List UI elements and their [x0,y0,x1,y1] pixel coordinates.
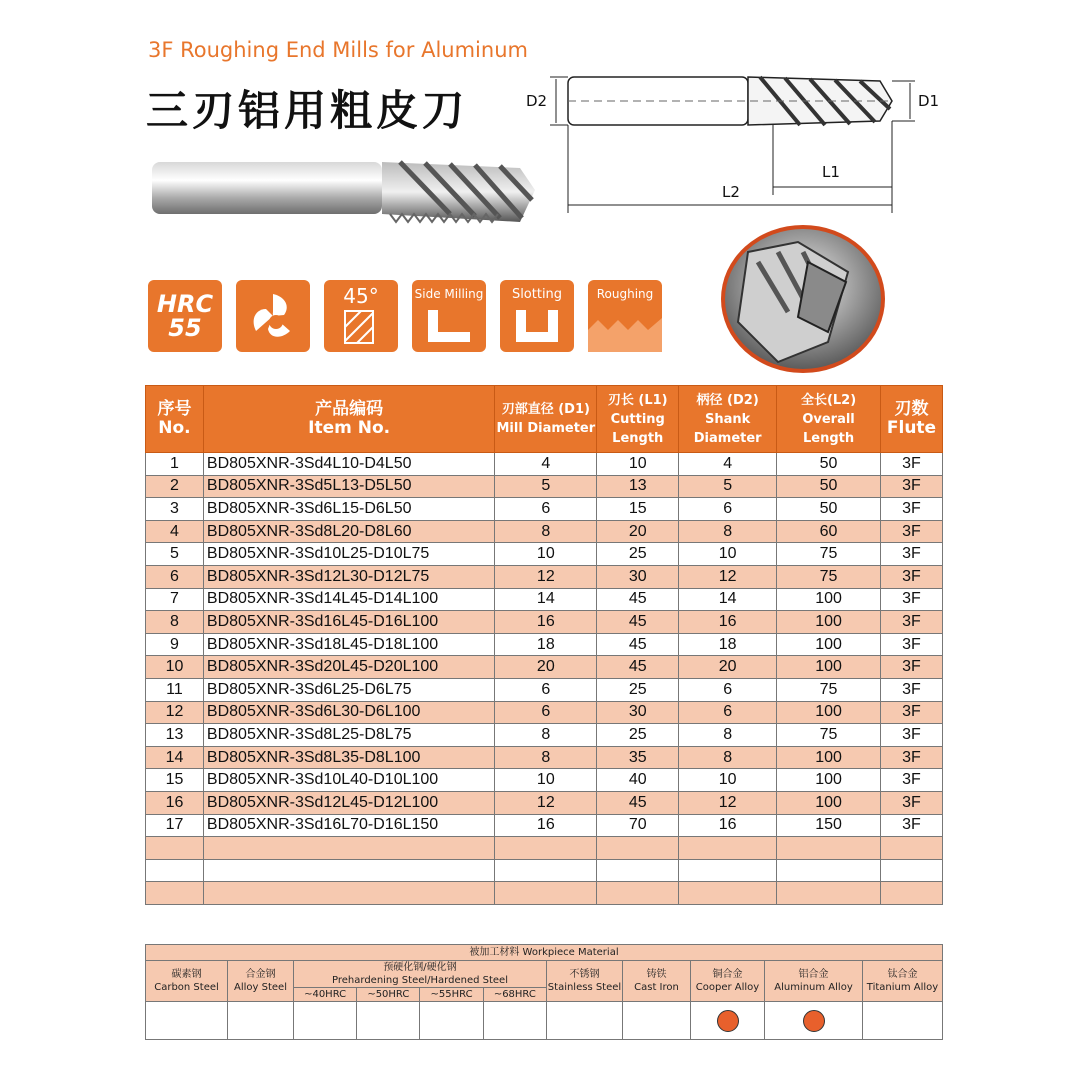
cell-l1: 10 [597,453,679,476]
cell-l1: 45 [597,656,679,679]
cell-d1: 10 [495,769,597,792]
cell-l1: 13 [597,475,679,498]
wp-cell-copper [691,1002,765,1040]
wp-carbon: 碳素钢 Carbon Steel [146,961,228,1002]
cell-d1: 16 [495,611,597,634]
cell-no: 14 [146,746,204,769]
cell-l1 [597,837,679,860]
cell-l2: 60 [777,520,881,543]
cell-item [203,837,494,860]
wp-cell-alloy [228,1002,294,1040]
cell-l1: 25 [597,678,679,701]
cell-flute [880,882,942,905]
wp-hrc55: ~55HRC [420,988,483,1002]
workpiece-material-table [145,944,943,1040]
cell-l2: 100 [777,611,881,634]
cell-flute: 3F [880,746,942,769]
helix-angle-badge [324,280,398,352]
table-row [146,882,943,905]
cell-flute: 3F [880,588,942,611]
cell-flute: 3F [880,656,942,679]
cell-l1: 15 [597,498,679,521]
cell-d2: 10 [679,769,777,792]
roughing-label: Roughing [596,287,654,301]
cell-item: BD805XNR-3Sd6L15-D6L50 [203,498,494,521]
hardness-badge [148,280,222,352]
cell-no: 13 [146,724,204,747]
cell-d1: 6 [495,701,597,724]
cell-item [203,859,494,882]
cell-l2: 150 [777,814,881,837]
cell-d1: 16 [495,814,597,837]
label-d2: D2 [526,92,548,110]
cell-no: 7 [146,588,204,611]
table-row [146,678,943,701]
cell-l2: 50 [777,475,881,498]
cell-d1: 20 [495,656,597,679]
cell-d2: 6 [679,678,777,701]
cell-l2: 50 [777,453,881,476]
cell-item [203,882,494,905]
wp-hrc68: ~68HRC [483,988,546,1002]
title-chinese: 三刃铝用粗皮刀 [146,86,469,135]
cell-no: 5 [146,543,204,566]
wp-aluminum: 铝合金 Aluminum Alloy [765,961,863,1002]
cell-no: 17 [146,814,204,837]
table-row [146,724,943,747]
wp-cell-cast [623,1002,691,1040]
wp-cell-hrc40 [294,1002,357,1040]
workpiece-title: 被加工材料 Workpiece Material [146,945,943,961]
wp-alloy: 合金钢 Alloy Steel [228,961,294,1002]
wp-cell-hrc68 [483,1002,546,1040]
cell-l1: 30 [597,701,679,724]
cell-flute: 3F [880,611,942,634]
cell-flute: 3F [880,543,942,566]
col-flute: 刃数 Flute [880,386,942,453]
cell-l2 [777,859,881,882]
cell-d2: 10 [679,543,777,566]
col-d1: 刃部直径 (D1) Mill Diameter [495,386,597,453]
cell-item: BD805XNR-3Sd20L45-D20L100 [203,656,494,679]
side-milling-badge [412,280,486,352]
cell-d2 [679,859,777,882]
cell-d1: 8 [495,520,597,543]
wp-cell-carbon [146,1002,228,1040]
cell-no: 11 [146,678,204,701]
cell-l1: 25 [597,543,679,566]
cell-flute: 3F [880,701,942,724]
cell-d1 [495,882,597,905]
cell-item: BD805XNR-3Sd16L45-D16L100 [203,611,494,634]
title-english: 3F Roughing End Mills for Aluminum [148,38,528,62]
cell-l1 [597,882,679,905]
cell-d2: 16 [679,611,777,634]
cell-flute [880,837,942,860]
helix-angle: 45° [343,284,379,308]
cell-d2: 6 [679,498,777,521]
cell-l2: 100 [777,588,881,611]
cell-l2: 100 [777,701,881,724]
wp-hrc50: ~50HRC [357,988,420,1002]
cell-no: 6 [146,565,204,588]
table-row [146,611,943,634]
table-row [146,837,943,860]
cell-l2: 100 [777,633,881,656]
cell-d1: 8 [495,724,597,747]
col-l1: 刃长 (L1) Cutting Length [597,386,679,453]
end-mill-photo [150,150,540,240]
cell-d1 [495,859,597,882]
cell-item: BD805XNR-3Sd5L13-D5L50 [203,475,494,498]
dimension-drawing [520,65,940,225]
cell-l1: 70 [597,814,679,837]
table-row [146,701,943,724]
hrc-label: HRC [156,290,214,318]
cell-item: BD805XNR-3Sd12L45-D12L100 [203,791,494,814]
wp-cell-hrc55 [420,1002,483,1040]
cell-no: 1 [146,453,204,476]
cell-d2: 5 [679,475,777,498]
cutting-edge-closeup [718,222,888,377]
cell-no [146,882,204,905]
col-l2: 全长(L2) Overall Length [777,386,881,453]
cell-d2: 8 [679,520,777,543]
cell-item: BD805XNR-3Sd12L30-D12L75 [203,565,494,588]
cell-flute: 3F [880,633,942,656]
cell-flute: 3F [880,814,942,837]
cell-flute: 3F [880,520,942,543]
cell-l1: 30 [597,565,679,588]
cell-l2: 100 [777,746,881,769]
cell-flute: 3F [880,769,942,792]
wp-cell-stainless [547,1002,623,1040]
cell-d1: 8 [495,746,597,769]
cell-no: 4 [146,520,204,543]
cell-d1: 4 [495,453,597,476]
cell-l2: 75 [777,678,881,701]
cell-no: 9 [146,633,204,656]
cell-no: 10 [146,656,204,679]
feature-icons [148,280,662,352]
cell-l2: 75 [777,724,881,747]
table-row [146,520,943,543]
cell-no: 3 [146,498,204,521]
table-row [146,475,943,498]
cell-item: BD805XNR-3Sd10L40-D10L100 [203,769,494,792]
suitable-copper-dot-icon [717,1010,739,1032]
wp-cell-titanium [863,1002,943,1040]
wp-stainless: 不锈钢 Stainless Steel [547,961,623,1002]
table-row [146,633,943,656]
slotting-icon [512,308,562,344]
cell-item: BD805XNR-3Sd14L45-D14L100 [203,588,494,611]
cell-flute: 3F [880,453,942,476]
roughing-badge [588,280,662,352]
cell-d2: 14 [679,588,777,611]
cell-l2: 100 [777,791,881,814]
side-milling-label: Side Milling [414,287,484,301]
suitable-aluminum-dot-icon [803,1010,825,1032]
col-no: 序号 No. [146,386,204,453]
wp-cell-hrc50 [357,1002,420,1040]
cell-d1: 12 [495,791,597,814]
cell-l1: 45 [597,588,679,611]
cell-l2: 75 [777,543,881,566]
cell-l2: 100 [777,656,881,679]
cell-item: BD805XNR-3Sd4L10-D4L50 [203,453,494,476]
cell-d2: 12 [679,791,777,814]
cell-l1: 20 [597,520,679,543]
table-row [146,746,943,769]
cell-d2: 8 [679,746,777,769]
label-l1: L1 [822,163,840,181]
col-item: 产品编码 Item No. [203,386,494,453]
cell-d2: 8 [679,724,777,747]
cell-d2: 4 [679,453,777,476]
cell-l1: 45 [597,611,679,634]
table-row [146,791,943,814]
hrc-value: 55 [168,314,202,342]
cell-item: BD805XNR-3Sd6L30-D6L100 [203,701,494,724]
side-milling-icon [424,308,474,344]
cell-no: 12 [146,701,204,724]
label-l2: L2 [722,183,740,201]
cell-item: BD805XNR-3Sd8L20-D8L60 [203,520,494,543]
cell-l1: 45 [597,633,679,656]
cell-flute: 3F [880,565,942,588]
wp-hrc40: ~40HRC [294,988,357,1002]
table-row [146,656,943,679]
cell-d1: 12 [495,565,597,588]
cell-no: 16 [146,791,204,814]
cell-d1: 18 [495,633,597,656]
wp-cell-aluminum [765,1002,863,1040]
cell-l2: 100 [777,769,881,792]
slotting-label: Slotting [511,287,563,302]
cell-d1: 6 [495,498,597,521]
cell-item: BD805XNR-3Sd16L70-D16L150 [203,814,494,837]
cell-flute [880,859,942,882]
cell-flute: 3F [880,791,942,814]
cell-d2: 12 [679,565,777,588]
cell-flute: 3F [880,498,942,521]
cell-l1: 25 [597,724,679,747]
cell-d2: 20 [679,656,777,679]
table-row [146,543,943,566]
cell-d2 [679,837,777,860]
product-table [145,385,943,905]
cell-item: BD805XNR-3Sd8L35-D8L100 [203,746,494,769]
wp-titanium: 钛合金 Titanium Alloy [863,961,943,1002]
flute-count: 3 [272,304,282,319]
cell-l2: 50 [777,498,881,521]
cell-d1: 5 [495,475,597,498]
wp-copper: 铜合金 Cooper Alloy [691,961,765,1002]
table-row [146,769,943,792]
table-row [146,859,943,882]
table-row [146,814,943,837]
cell-d1: 6 [495,678,597,701]
cell-flute: 3F [880,724,942,747]
cell-flute: 3F [880,475,942,498]
cell-no [146,859,204,882]
table-row [146,453,943,476]
roughing-icon [588,312,662,352]
cell-no: 2 [146,475,204,498]
cell-d1 [495,837,597,860]
cell-d1: 10 [495,543,597,566]
wp-cast-iron: 铸铁 Cast Iron [623,961,691,1002]
cell-d2: 6 [679,701,777,724]
helix-icon [341,307,381,347]
cell-l2: 75 [777,565,881,588]
table-row [146,498,943,521]
cell-d1: 14 [495,588,597,611]
cell-no: 15 [146,769,204,792]
cell-d2: 18 [679,633,777,656]
cell-l2 [777,837,881,860]
slotting-badge [500,280,574,352]
flute-count-badge [236,280,310,352]
cell-item: BD805XNR-3Sd10L25-D10L75 [203,543,494,566]
wp-prehardening: 预硬化钢/硬化钢 Prehardening Steel/Hardened Steel [294,961,547,988]
cell-l2 [777,882,881,905]
cell-item: BD805XNR-3Sd18L45-D18L100 [203,633,494,656]
cell-l1 [597,859,679,882]
col-d2: 柄径 (D2) Shank Diameter [679,386,777,453]
table-row [146,588,943,611]
cell-l1: 35 [597,746,679,769]
cell-l1: 45 [597,791,679,814]
cell-d2: 16 [679,814,777,837]
cell-item: BD805XNR-3Sd8L25-D8L75 [203,724,494,747]
cell-flute: 3F [880,678,942,701]
cell-l1: 40 [597,769,679,792]
cell-no [146,837,204,860]
table-row [146,565,943,588]
cell-item: BD805XNR-3Sd6L25-D6L75 [203,678,494,701]
label-d1: D1 [918,92,940,110]
cell-d2 [679,882,777,905]
cell-no: 8 [146,611,204,634]
